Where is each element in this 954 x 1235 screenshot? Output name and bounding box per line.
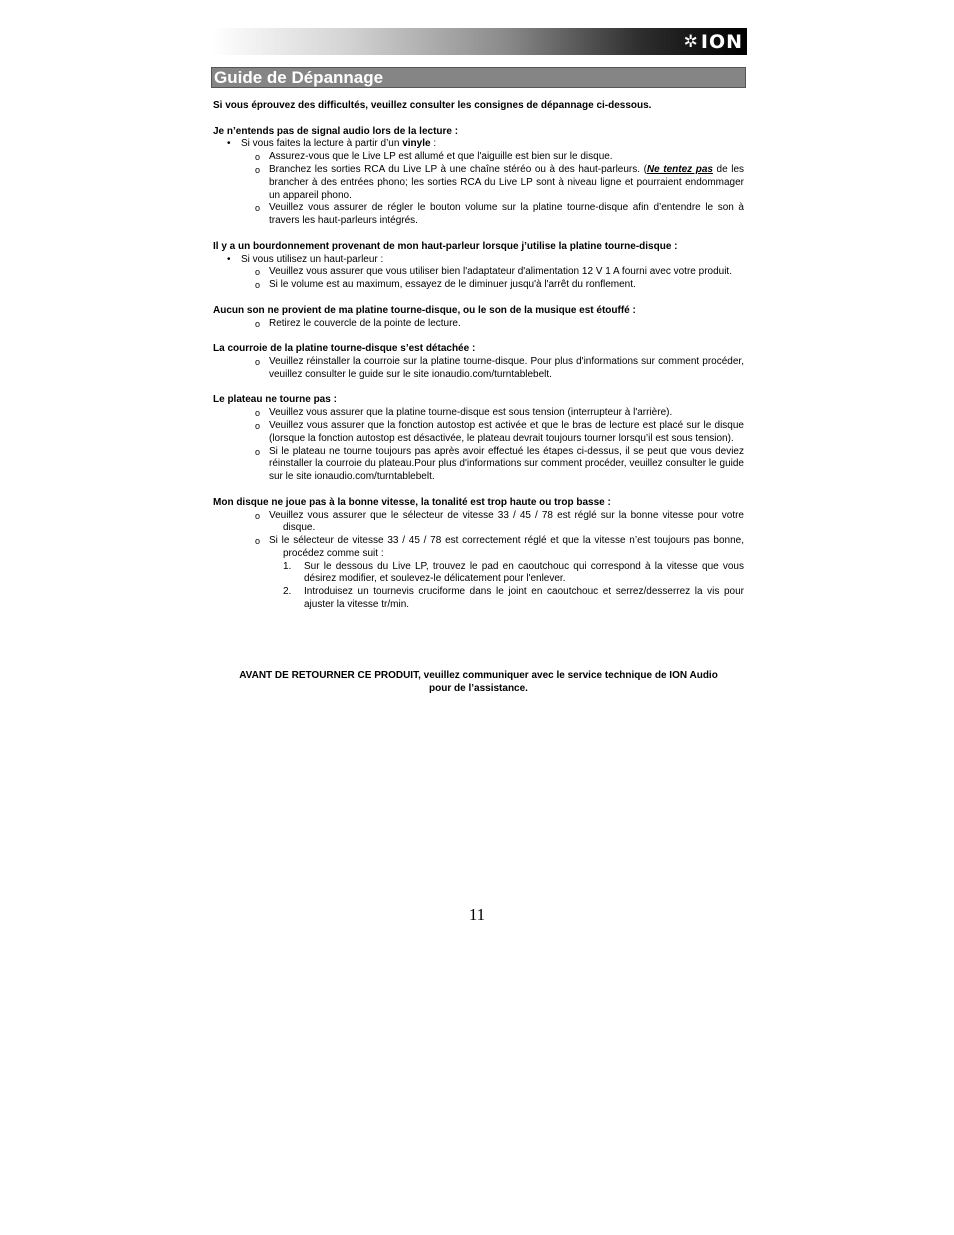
title-bar (211, 67, 746, 88)
list-item-text: de les brancher à des entrées phono; les sorties RCA du Live LP sont à niveau ligne et pourraient endommager un appareil phono. (269, 163, 745, 201)
step-item (213, 561, 744, 587)
sub-list (213, 510, 744, 561)
section-heading: Mon disque ne joue pas à la bonne vitesse, la tonalité est trop haute ou trop basse : (213, 496, 611, 508)
list-item: o Retirez le couvercle de la pointe de lecture. (213, 318, 744, 331)
list-item-text: o Si le sélecteur de vitesse 33 / 45 / 78 est correctement réglé et que la vitesse n’est toujours pas bonne, procédez comme suit : (269, 535, 744, 559)
numbered-steps (213, 561, 744, 612)
return-notice (213, 669, 744, 695)
section-heading: Il y a un bourdonnement provenant de mon haut-parleur lorsque j’utilise la platine tourne-disque : (213, 240, 678, 252)
intro-text: Si vous éprouvez des difficultés, veuillez consulter les consignes de dépannage ci-dessous. (213, 100, 652, 111)
sub-list (213, 151, 744, 228)
bullet-item (213, 138, 744, 151)
sub-list (213, 318, 744, 331)
page-title: Guide de Dépannage (214, 68, 384, 87)
section-belt-detached (213, 343, 744, 381)
list-item-text: o Veuillez vous assurer que le sélecteur de vitesse 33 / 45 / 78 est réglé sur la bonne vitesse pour votre disque. (269, 509, 744, 534)
bullet-text: Si vous faites la lecture à partir d’un (241, 138, 403, 150)
logo-text: ION (700, 30, 743, 53)
list-item: o Veuillez vous assurer de régler le bouton volume sur la platine tourne-disque afin d’entendre le son à travers les haut-parleurs intégrés. (213, 202, 744, 228)
return-notice-line1: AVANT DE RETOURNER CE PRODUIT, veuillez communiquer avec le service technique de ION Audio (239, 670, 718, 681)
step-item (213, 586, 744, 612)
list-item: o Si le plateau ne tourne toujours pas après avoir effectué les étapes ci-dessus, il se peut que vous deviez réinstaller la courroie du plateau.Pour plus d'informations sur comment procéder, veuillez consulter le guide sur le site ionaudio.com/turntablebelt. (213, 446, 744, 484)
sub-list (213, 407, 744, 484)
list-item (213, 510, 744, 536)
page-number: 11 (468, 905, 486, 924)
section-humming (213, 241, 744, 292)
section-heading: Le plateau ne tourne pas : (213, 394, 337, 406)
bullet-suffix: : (430, 138, 437, 150)
step-text: Sur le dessous du Live LP, trouvez le pad en caoutchouc qui correspond à la vitesse que vous désirez modifier, et soulevez-le délicatement pour l'enlever. (304, 560, 744, 585)
step-number: 2. (283, 586, 292, 598)
ion-logo (684, 30, 743, 53)
ion-star-icon: ✲ (683, 31, 699, 52)
step-text: Introduisez un tournevis cruciforme dans le joint en caoutchouc et serrez/desserrez la vis pour ajuster la vitesse tr/min. (304, 586, 744, 611)
section-heading: Aucun son ne provient de ma platine tourne-disque, ou le son de la musique est étouffé : (213, 304, 636, 316)
step-number: 1. (283, 560, 292, 572)
header-banner (212, 28, 747, 55)
return-notice-line2: pour de l’assistance. (429, 683, 528, 694)
list-item: o Veuillez réinstaller la courroie sur la platine tourne-disque. Pour plus d'informations sur comment procéder, veuillez consulter le guide sur le site ionaudio.com/turntablebelt. (213, 356, 744, 382)
list-item-text: o Veuillez vous assurer que vous utiliser bien l'adaptateur d'alimentation 12 V 1 A fourni avec votre produit. (269, 266, 732, 278)
list-item: o Assurez-vous que le Live LP est allumé et que l'aiguille est bien sur le disque. (213, 151, 744, 164)
list-item: o Veuillez vous assurer que la platine tourne-disque est sous tension (interrupteur à l'arrière). (213, 407, 744, 420)
troubleshooting-content (213, 100, 744, 625)
bullet-list (213, 254, 744, 267)
list-item: o Veuillez vous assurer que la fonction autostop est activée et que le bras de lecture est placé sur le disque (lorsque la fonction autostop est désactivée, le plateau devrait toujours tourner lorsqu’il est sous tension). (213, 420, 744, 446)
section-heading: Je n’entends pas de signal audio lors de la lecture : (213, 125, 459, 137)
section-no-audio (213, 126, 744, 228)
section-wrong-speed (213, 497, 744, 612)
bullet-list (213, 138, 744, 151)
sub-list (213, 356, 744, 382)
sub-list (213, 266, 744, 292)
list-item (213, 164, 744, 202)
list-item (213, 266, 744, 279)
section-platter-not-turning (213, 394, 744, 484)
section-muffled-sound (213, 305, 744, 331)
list-item (213, 535, 744, 561)
list-item-text: Branchez les sorties RCA du Live LP à une chaîne stéréo ou à des haut-parleurs. ( (269, 163, 647, 175)
section-heading: La courroie de la platine tourne-disque s’est détachée : (213, 343, 476, 355)
warning-emphasis: Ne tentez pas (646, 163, 713, 175)
bullet-item: • Si vous utilisez un haut-parleur : (213, 254, 744, 267)
bullet-bold: vinyle (402, 138, 431, 150)
list-item: o Si le volume est au maximum, essayez de le diminuer jusqu'à l'arrêt du ronflement. (213, 279, 744, 292)
